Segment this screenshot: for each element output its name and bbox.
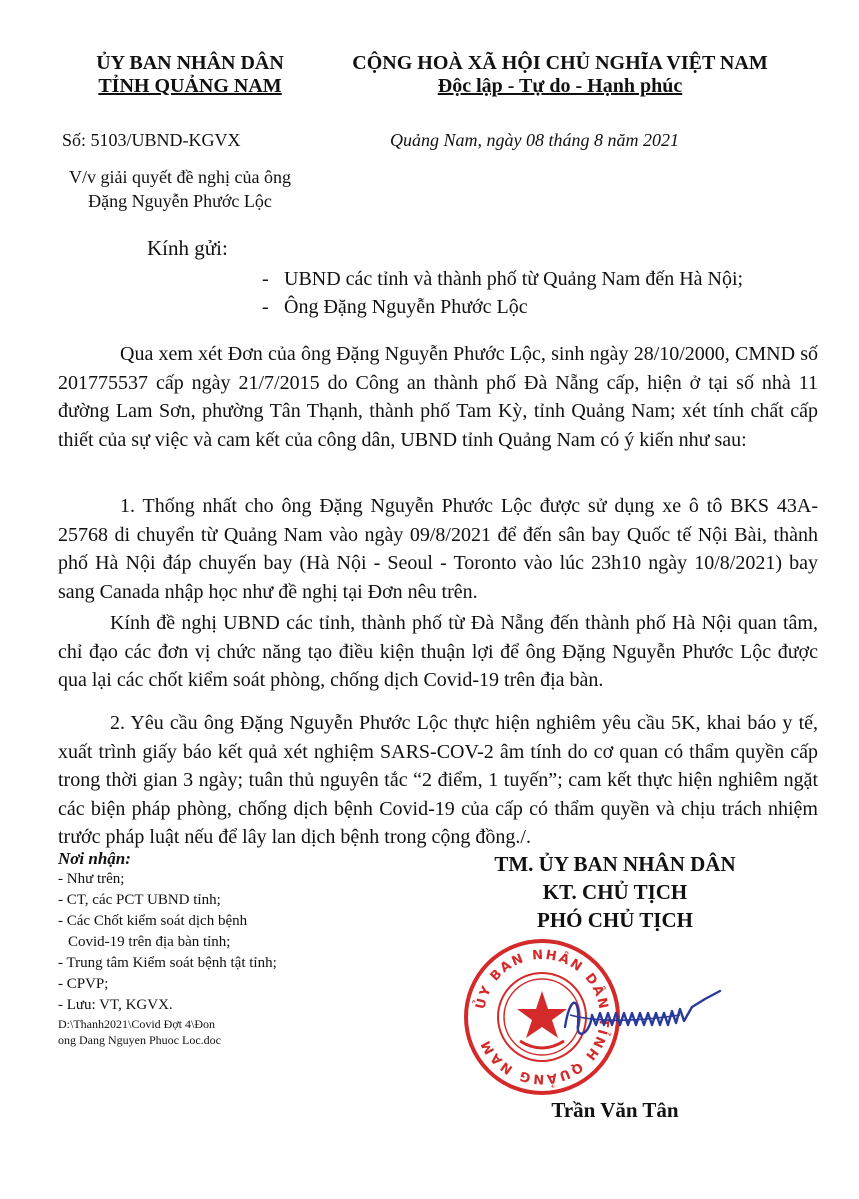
recipient-item: - UBND các tỉnh và thành phố từ Quảng Nam đến Hà Nội; — [262, 268, 744, 290]
subject-block — [40, 165, 320, 213]
paragraph-text: Kính đề nghị UBND các tỉnh, thành phố từ Đà Nẵng đến thành phố Hà Nội quan tâm, chỉ đạo các đơn vị chức năng tạo điều kiện thuận lợi để ông Đặng Nguyễn Phước Lộc được qua lại các chốt kiểm soát phòng, chống dịch Covid-19 trên địa bàn. — [58, 612, 818, 691]
body-paragraph-4 — [58, 709, 818, 852]
subject-line-2: Đặng Nguyễn Phước Lộc — [88, 191, 272, 211]
body-paragraph-3 — [58, 609, 818, 695]
greeting: Kính gửi: — [147, 236, 228, 260]
signature-block — [470, 850, 760, 934]
recipient-text: Ông Đặng Nguyễn Phước Lộc — [284, 296, 528, 318]
body-paragraph-1 — [58, 340, 818, 454]
recipient-text: UBND các tỉnh và thành phố từ Quảng Nam đến Hà Nội; — [284, 268, 744, 290]
distribution-item: - Như trên; — [58, 871, 125, 887]
paragraph-text: Qua xem xét Đơn của ông Đặng Nguyễn Phước Lộc, sinh ngày 28/10/2000, CMND số 201775537 cấp ngày 21/7/2015 do Công an thành phố Đà Nẵng cấp, hiện ở tại số nhà 11 đường Lam Sơn, phường Tân Thạnh, thành phố Tam Kỳ, tỉnh Quảng Nam; xét tính chất cấp thiết của sự việc và cam kết của công dân, UBND tỉnh Quảng Nam có ý kiến như sau: — [58, 343, 818, 451]
document-number: Số: 5103/UBND-KGVX — [62, 130, 241, 150]
signature-line-1: TM. ỦY BAN NHÂN DÂN — [494, 852, 736, 876]
signature-line-3: PHÓ CHỦ TỊCH — [537, 908, 693, 932]
handwritten-signature-icon — [560, 985, 725, 1045]
motto-line — [300, 75, 820, 98]
file-path-line-2: ong Dang Nguyen Phuoc Loc.doc — [58, 1033, 221, 1047]
distribution-item: - CT, các PCT UBND tỉnh; — [58, 892, 221, 908]
subject-line-1: V/v giải quyết đề nghị của ông — [69, 167, 291, 187]
issuer-line-1: ỦY BAN NHÂN DÂN — [96, 52, 284, 74]
issuer-block — [40, 52, 340, 98]
document-date: Quảng Nam, ngày 08 tháng 8 năm 2021 — [390, 130, 679, 150]
distribution-item: - Các Chốt kiểm soát dịch bệnh — [58, 913, 248, 929]
file-path-line-1: D:\Thanh2021\Covid Đợt 4\Đon — [58, 1017, 216, 1031]
paragraph-text: 2. Yêu cầu ông Đặng Nguyễn Phước Lộc thực hiện nghiêm yêu cầu 5K, khai báo y tế, xuất trình giấy báo kết quả xét nghiệm SARS-COV-2 âm tính do cơ quan có thẩm quyền cấp trong thời gian 3 ngày; tuân thủ nguyên tắc “2 điểm, 1 tuyến”; cam kết thực hiện nghiêm ngặt các biện pháp phòng, chống dịch bệnh Covid-19 của cấp có thẩm quyền và chịu trách nhiệm trước pháp luật nếu để lây lan dịch bệnh trong cộng đồng./. — [58, 712, 818, 848]
issuer-line-2 — [40, 75, 340, 98]
national-motto-block — [300, 52, 820, 98]
distribution-list — [58, 848, 277, 1048]
distribution-item: Covid-19 trên địa bàn tỉnh; — [68, 934, 231, 950]
distribution-item: - CPVP; — [58, 976, 109, 992]
svg-text:ỦY BAN NHÂN DÂN TỈNH QUẢNG NAM: ỦY BAN NHÂN DÂN TỈNH QUẢNG NAM — [473, 947, 612, 1087]
paragraph-text: 1. Thống nhất cho ông Đặng Nguyễn Phước Lộc được sử dụng xe ô tô BKS 43A- 25768 di chuyển từ Quảng Nam vào ngày 09/8/2021 để đến sân bay Quốc tế Nội Bài, thành phố Hà Nội đáp chuyến bay (Hà Nội - Seoul - Toronto vào lúc 23h10 ngày 10/8/2021) bay sang Canada nhập học như đề nghị tại Đơn nêu trên. — [58, 495, 818, 603]
body-paragraph-2 — [58, 492, 818, 606]
signature-line-2: KT. CHỦ TỊCH — [542, 880, 688, 904]
motto: Độc lập - Tự do - Hạnh phúc — [437, 75, 683, 97]
signer-name: Trần Văn Tân — [551, 1098, 679, 1122]
issuer-province: TỈNH QUẢNG NAM — [98, 75, 282, 97]
recipient-item: - Ông Đặng Nguyễn Phước Lộc — [262, 296, 528, 318]
distribution-item: - Trung tâm Kiểm soát bệnh tật tỉnh; — [58, 955, 277, 971]
distribution-title: Nơi nhận: — [58, 849, 131, 868]
distribution-item: - Lưu: VT, KGVX. — [58, 997, 173, 1013]
national-title: CỘNG HOÀ XÃ HỘI CHỦ NGHĨA VIỆT NAM — [352, 52, 768, 74]
